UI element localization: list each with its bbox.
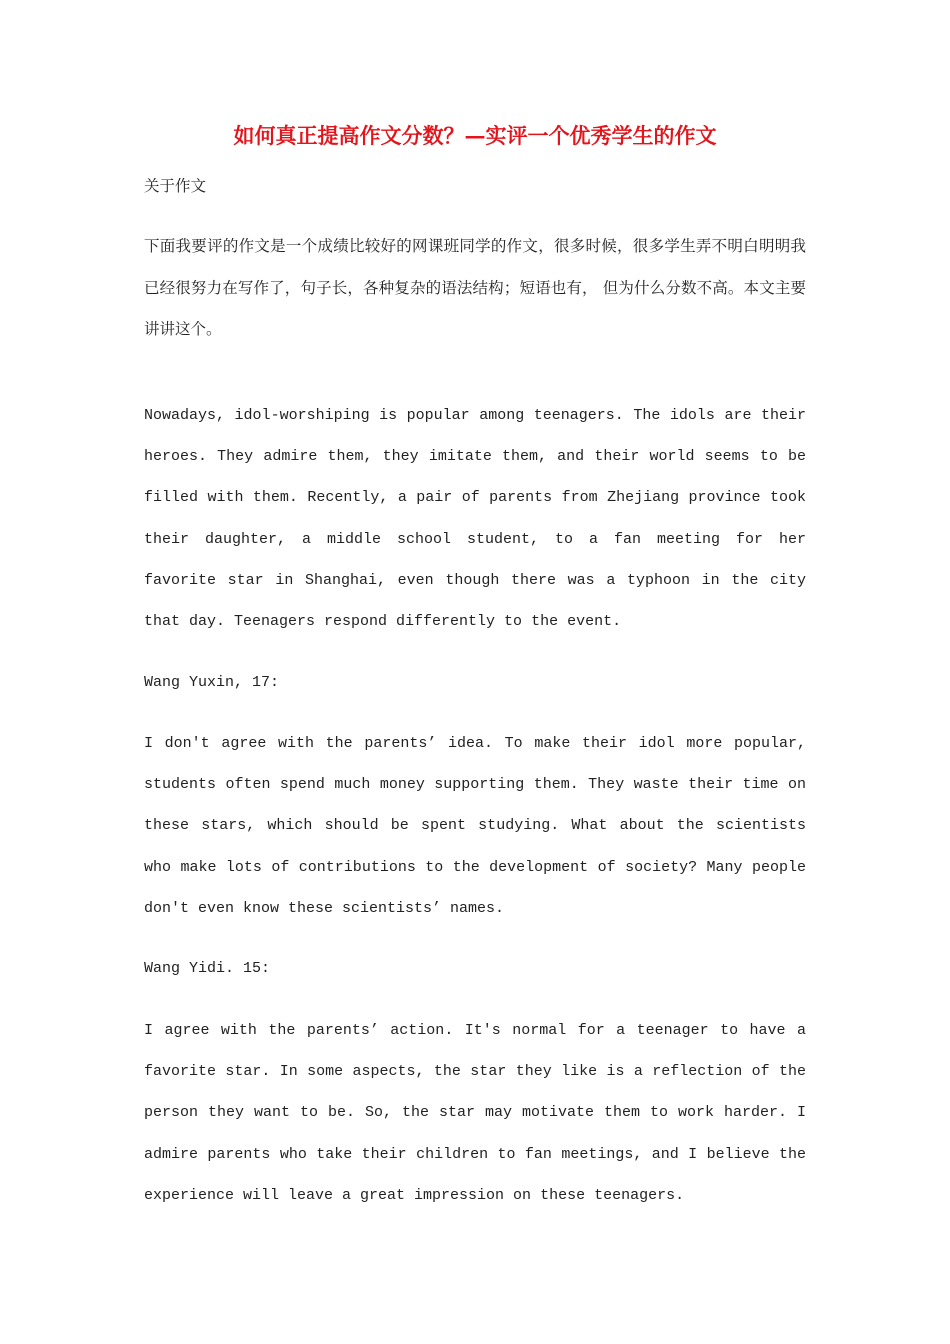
section-label: 关于作文	[144, 177, 207, 195]
intro-paragraph: 下面我要评的作文是一个成绩比较好的网课班同学的作文，很多时候，很多学生弄不明白明明我已经很努力在写作了，句子长，各种复杂的语法结构；短语也有， 但为什么分数不高。本文主要讲讲这个。	[144, 237, 806, 338]
essay-paragraph-1: Nowadays, idol-worshiping is popular among teenagers. The idols are their heroes. They admire them, they imitate them, and their world seems to be filled with them. Recently, a pair of parents from Zhejiang province took their daughter, a middle school student, to a fan meeting for her favorite star in Shanghai, even though there was a typhoon in the city that day. Teenagers respond differently to the event.	[144, 407, 806, 631]
document-title: 如何真正提高作文分数？—实评一个优秀学生的作文	[233, 123, 717, 148]
speaker-label-1: Wang Yuxin, 17:	[144, 674, 280, 691]
speaker-label-2: Wang Yidi. 15:	[144, 960, 271, 977]
essay-paragraph-2: I don't agree with the parents’ idea. To make their idol more popular, students often spend much money supporting them. They waste their time on these stars, which should be spent studying. What about the scientists who make lots of contributions to the development of society? Many people don't even know these scientists’ names.	[144, 735, 806, 917]
essay-paragraph-3: I agree with the parents’ action. It's normal for a teenager to have a favorite star. In some aspects, the star they like is a reflection of the person they want to be. So, the star may motivate them to work harder. I admire parents who take their children to fan meetings, and I believe the experience will leave a great impression on these teenagers.	[144, 1022, 806, 1204]
